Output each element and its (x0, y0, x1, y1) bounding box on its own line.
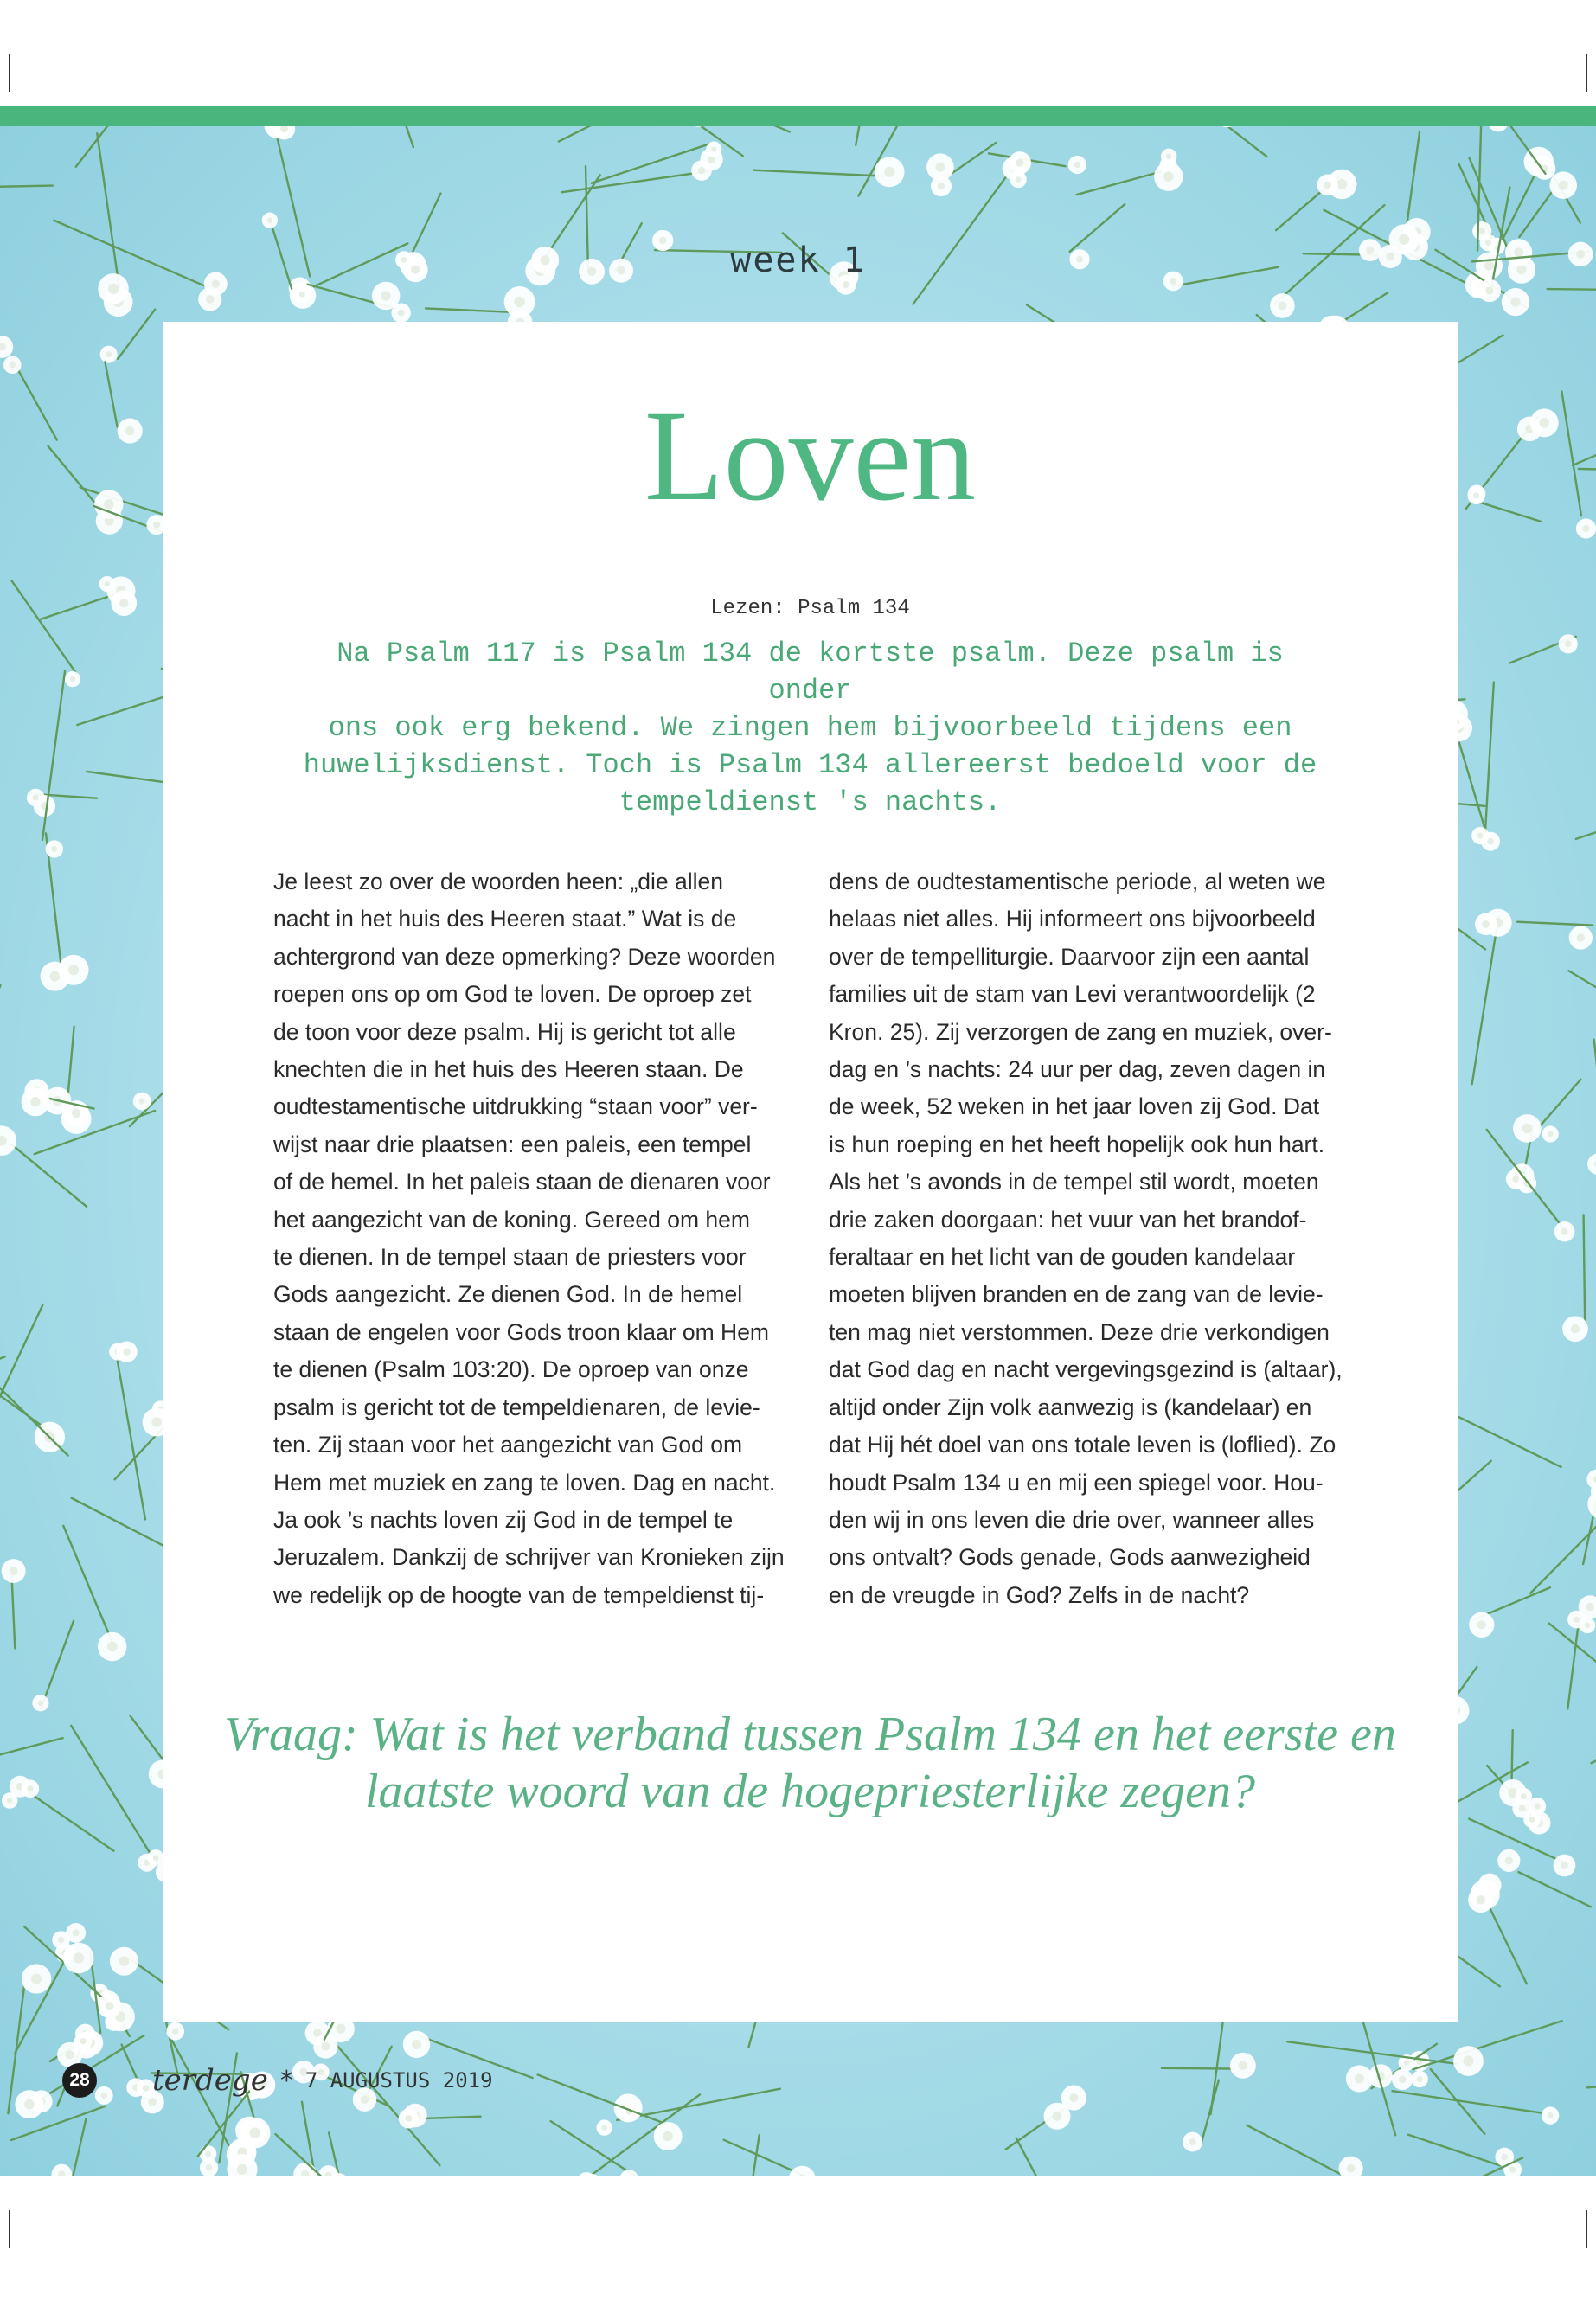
flower-center (24, 2099, 35, 2110)
flower-stem (1579, 469, 1596, 471)
body-line: Hem met muziek en zang te loven. Dag en nacht. (273, 1469, 776, 1496)
body-line: Als het ’s avonds in de tempel stil wordt, moeten (829, 1169, 1319, 1195)
flower-stem (1567, 1618, 1579, 1708)
body-line: de toon voor deze psalm. Hij is gericht tot alle (273, 1018, 736, 1045)
magazine-brand: terdege (152, 2063, 268, 2098)
flower-center (405, 2115, 412, 2122)
flower-stem (592, 144, 709, 183)
flower-center (68, 965, 79, 975)
flower-center (106, 351, 112, 357)
flower-stem (1247, 2125, 1346, 2176)
flower-center (237, 2164, 247, 2175)
flower-center (1571, 1324, 1580, 1333)
flower-stem (1487, 1130, 1566, 1232)
flower-center (153, 522, 160, 529)
flower-stem (1408, 2135, 1500, 2166)
flower-center (10, 1567, 18, 1575)
flower-center (151, 1417, 162, 1427)
body-line: Je leest zo over de woorden heen: „die allen (273, 868, 724, 894)
flower-stem (365, 126, 413, 147)
flower-stem (753, 170, 881, 176)
body-column-left (273, 863, 792, 1614)
flower-stem (1287, 2041, 1457, 2064)
flower-center (1482, 920, 1490, 928)
flower-center (1574, 1617, 1580, 1623)
body-line: te dienen (Psalm 103:20). De oproep van onze (273, 1356, 749, 1383)
body-line: is hun roeping en het heeft hopelijk ook hun hart. (829, 1131, 1325, 1157)
body-line: Gods aangezicht. Ze dienen God. In de hemel (273, 1281, 743, 1308)
flower-center (1522, 1124, 1532, 1133)
body-line: te dienen. In de tempel staan de priesters voor (273, 1244, 747, 1271)
flower-stem (1393, 2091, 1544, 2113)
body-line: dag en ’s nachts: 24 uur per dag, zeven dagen in (829, 1056, 1326, 1083)
flower-stem (42, 670, 65, 840)
flower-center (711, 146, 716, 151)
body-line: de week, 52 weken in het jaar loven zij God. Dat (829, 1093, 1320, 1120)
flower-stem (1517, 922, 1593, 926)
flower-center (1016, 176, 1022, 183)
body-column-right (829, 863, 1348, 1614)
flower-stem (1561, 391, 1581, 516)
flower-center (33, 794, 39, 800)
flower-stem (1587, 2077, 1596, 2088)
flower-center (119, 599, 128, 607)
flower-stem (559, 126, 631, 142)
flower-center (1565, 640, 1572, 647)
body-line: moeten blijven branden en de zang van de levie- (829, 1281, 1324, 1308)
flower-center (1355, 2074, 1364, 2084)
crop-mark-top-right (1586, 54, 1587, 92)
flower-stem (117, 1359, 145, 1519)
flower-center (337, 2024, 346, 2034)
body-line: Ja ook ’s nachts loven zij God in de tempel te (273, 1506, 734, 1533)
flower-center (50, 971, 61, 982)
body-line: we redelijk op de hoogte van de tempeldienst tij- (273, 1581, 765, 1608)
flower-center (601, 2125, 606, 2130)
flower-center (412, 2040, 421, 2049)
body-line: den wij in ons leven die drie over, wanneer alles (829, 1506, 1315, 1533)
flower-stem (1484, 683, 1494, 844)
body-line: en de vreugde in God? Zelfs in de nacht? (829, 1581, 1250, 1608)
flower-stem (35, 1111, 155, 1154)
flower-center (70, 676, 75, 682)
body-line: het aangezicht van de koning. Gereed om hem (273, 1206, 750, 1233)
body-line: dat God dag en nacht vergevingsgezind is (altaar), (829, 1356, 1343, 1383)
flower-center (1561, 1862, 1568, 1869)
flower-center (38, 1700, 44, 1706)
flower-center (1404, 2060, 1410, 2066)
intro-line: ons ook erg bekend. We zingen hem bijvoorbeeld tijdens een (328, 712, 1292, 744)
flower-center (938, 183, 945, 189)
flower-center (843, 281, 849, 288)
flower-center (123, 1348, 131, 1356)
body-line: nacht in het huis des Heeren staat.” Wat is de (273, 906, 737, 933)
flower-center (884, 167, 894, 177)
body-line: ons ontvalt? Gods genade, Gods aanwezigheid (829, 1544, 1311, 1571)
flower-center (299, 292, 305, 298)
flower-center (267, 217, 272, 222)
flower-stem (1573, 398, 1596, 465)
flower-stem (76, 126, 176, 167)
flower-center (1336, 179, 1347, 189)
flower-center (108, 284, 119, 294)
body-line: houdt Psalm 134 u en mij een spiegel voor. Hou- (829, 1469, 1324, 1496)
body-line: knechten die in het huis des Heeren staan. De (273, 1056, 744, 1083)
flower-center (1417, 2076, 1423, 2082)
body-line: over de tempelliturgie. Daarvoor zijn een aantal (829, 943, 1310, 970)
flower-center (206, 2164, 212, 2170)
flower-stem (1222, 126, 1266, 157)
flower-stem (72, 2119, 87, 2176)
crop-mark-bottom-left (9, 2210, 10, 2248)
body-line: roepen ons op om God te loven. De oproep zet (273, 981, 752, 1008)
flower-center (212, 279, 220, 287)
flower-stem (1519, 192, 1552, 237)
flower-stem (1584, 1215, 1586, 1326)
flower-center (1585, 1623, 1590, 1628)
body-line: dens de oudtestamentische periode, al weten we (829, 868, 1326, 894)
body-line: helaas niet alles. Hij informeert ons bijvoorbeeld (829, 906, 1316, 933)
flower-center (1477, 1895, 1485, 1904)
body-line: ten. Zij staan voor het aangezicht van God om (273, 1432, 743, 1458)
flower-center (27, 1785, 33, 1791)
flower-center (1485, 286, 1493, 294)
week-label: week 1 (730, 240, 866, 280)
body-line: Jeruzalem. Dankzij de schrijver van Kronieken zijn (273, 1544, 785, 1571)
body-line: of de hemel. In het paleis staan de dienaren voor (273, 1169, 771, 1195)
flower-center (1477, 833, 1484, 839)
body-line: feraltaar en het licht van de gouden kandelaar (829, 1244, 1296, 1271)
body-line: oudtestamentische uitdrukking “staan voor” ver- (273, 1093, 758, 1120)
intro-line: Na Psalm 117 is Psalm 134 de kortste psalm. Deze psalm is onder (337, 638, 1284, 707)
flower-center (80, 2038, 87, 2044)
flower-center (105, 581, 110, 586)
flower-center (1519, 1805, 1526, 1812)
flower-center (1521, 1793, 1527, 1799)
flower-stem (1016, 2138, 1081, 2176)
flower-stem (1576, 788, 1596, 839)
body-line: drie zaken doorgaan: het vuur van het brandof- (829, 1206, 1307, 1233)
separator-star-icon: * (279, 2065, 293, 2096)
flower-center (663, 2131, 673, 2142)
flower-center (1074, 162, 1080, 168)
flower-stem (1548, 289, 1596, 291)
flower-center (1069, 2093, 1078, 2102)
flower-center (1478, 228, 1485, 234)
article-card (163, 322, 1458, 2022)
flower-stem (22, 1788, 114, 1851)
flower-stem (118, 310, 155, 359)
flower-blossom (789, 2166, 816, 2176)
flower-stem (734, 2135, 759, 2176)
flower-center (1559, 181, 1568, 190)
flower-stem (41, 1621, 74, 1708)
flower-blossom (1215, 126, 1238, 127)
flower-stem (1162, 2068, 1234, 2069)
flower-center (1548, 1131, 1554, 1138)
flower-center (514, 297, 525, 308)
flower-center (1501, 2154, 1508, 2161)
flower-center (1509, 2167, 1516, 2173)
intro-line: huwelijksdienst. Toch is Psalm 134 allereerst bedoeld voor de (303, 749, 1317, 781)
flower-center (205, 2151, 211, 2157)
flower-center (249, 2127, 260, 2138)
flower-stem (856, 126, 885, 145)
flower-center (1166, 154, 1171, 159)
flower-center (139, 1098, 145, 1104)
flower-center (119, 1956, 130, 1966)
flower-center (125, 426, 134, 435)
flower-stem (1568, 971, 1596, 1010)
flower-center (1239, 2061, 1247, 2070)
flower-stem (1540, 1080, 1580, 1126)
flower-stem (1518, 1872, 1591, 1907)
flower-center (1324, 181, 1331, 189)
flower-stem (0, 186, 53, 188)
flower-stem (105, 362, 117, 426)
article-title: Loven (644, 384, 977, 528)
flower-stem (561, 171, 710, 193)
flower-center (66, 2050, 74, 2059)
body-line: achtergrond van deze opmerking? Deze woorden (273, 943, 776, 970)
flower-blossom (1488, 126, 1509, 131)
flower-stem (11, 1144, 87, 1207)
flower-center (107, 1642, 118, 1652)
flower-center (1463, 2055, 1473, 2066)
page-footer (62, 2061, 493, 2099)
flower-center (1163, 171, 1174, 182)
body-line: Kron. 25). Zij verzorgen de zang en muziek, over- (829, 1018, 1332, 1045)
flower-center (1053, 2112, 1062, 2121)
flower-center (1577, 933, 1586, 942)
question-line: Vraag: Wat is het verband tussen Psalm 134 en het eerste en (224, 1708, 1396, 1761)
flower-center (1347, 2164, 1356, 2173)
flower-center (1529, 1817, 1535, 1823)
flower-center (1539, 418, 1549, 428)
flower-center (935, 163, 945, 172)
flower-stem (1592, 1729, 1596, 1763)
flower-blossom (619, 2170, 638, 2176)
flower-center (321, 2042, 330, 2051)
flower-center (398, 310, 405, 317)
flower-center (73, 1929, 80, 1936)
flower-center (153, 1855, 159, 1861)
body-line: wijst naar drie plaatsen: een paleis, een tempel (273, 1131, 752, 1157)
flower-center (1016, 159, 1023, 167)
flower-center (1586, 1603, 1593, 1611)
flower-center (106, 2002, 114, 2010)
flower-stem (1201, 2080, 1219, 2145)
flower-center (72, 1109, 80, 1118)
body-line: altijd onder Zijn volk aanwezig is (kandelaar) en (829, 1394, 1312, 1420)
flower-center (1399, 2076, 1406, 2083)
intro-line: tempeldienst 's nachts. (619, 786, 1002, 818)
flower-center (51, 846, 57, 852)
top-accent-bar (0, 106, 1596, 126)
flower-center (30, 1097, 41, 1107)
flower-center (172, 2029, 178, 2035)
flower-center (206, 295, 215, 304)
flower-stem (12, 580, 77, 674)
discussion-question (215, 1706, 1406, 1820)
flower-center (1510, 297, 1520, 306)
flower-blossom (683, 126, 714, 127)
flower-center (31, 1973, 42, 1984)
flower-center (1512, 1176, 1519, 1183)
crop-mark-top-left (9, 54, 10, 92)
flower-center (1473, 492, 1479, 498)
flower-center (381, 291, 390, 300)
flower-center (10, 362, 16, 368)
flower-center (1278, 301, 1286, 310)
flower-center (1561, 1228, 1568, 1235)
reading-reference: Lezen: Psalm 134 (710, 597, 910, 620)
body-line: psalm is gericht tot de tempeldienaren, de levie- (273, 1394, 760, 1420)
flower-center (1548, 2112, 1554, 2118)
flower-stem (538, 2075, 665, 2124)
intro-paragraph (292, 635, 1328, 821)
body-line: ten mag niet verstommen. Deze drie verkondigen (829, 1318, 1330, 1345)
flower-center (1505, 1856, 1513, 1864)
body-line: staan de engelen voor Gods troon klaar om Hem (273, 1318, 770, 1345)
page-number-badge: 28 (62, 2063, 97, 2098)
flower-center (1582, 525, 1589, 532)
flower-center (104, 499, 114, 510)
body-line: families uit de stam van Levi verantwoordelijk (2 (829, 981, 1316, 1008)
body-line: dat Hij hét doel van ons totale leven is (loflied). Zo (829, 1432, 1336, 1458)
flower-center (74, 1952, 84, 1963)
question-line: laatste woord van de hogepriesterlijke zegen? (364, 1765, 1256, 1818)
flower-center (7, 1798, 12, 1803)
flower-stem (71, 1726, 157, 1865)
flower-center (58, 1937, 64, 1943)
flower-stem (1481, 503, 1541, 522)
flower-center (1189, 2138, 1196, 2145)
flower-stem (41, 593, 118, 619)
flower-center (1534, 1803, 1540, 1809)
flower-center (1477, 1620, 1486, 1629)
issue-date: 7 AUGUSTUS 2019 (304, 2068, 493, 2093)
flower-stem (663, 126, 790, 131)
flower-stem (0, 1738, 63, 1758)
crop-mark-bottom-right (1586, 2210, 1587, 2248)
flower-center (698, 167, 705, 174)
